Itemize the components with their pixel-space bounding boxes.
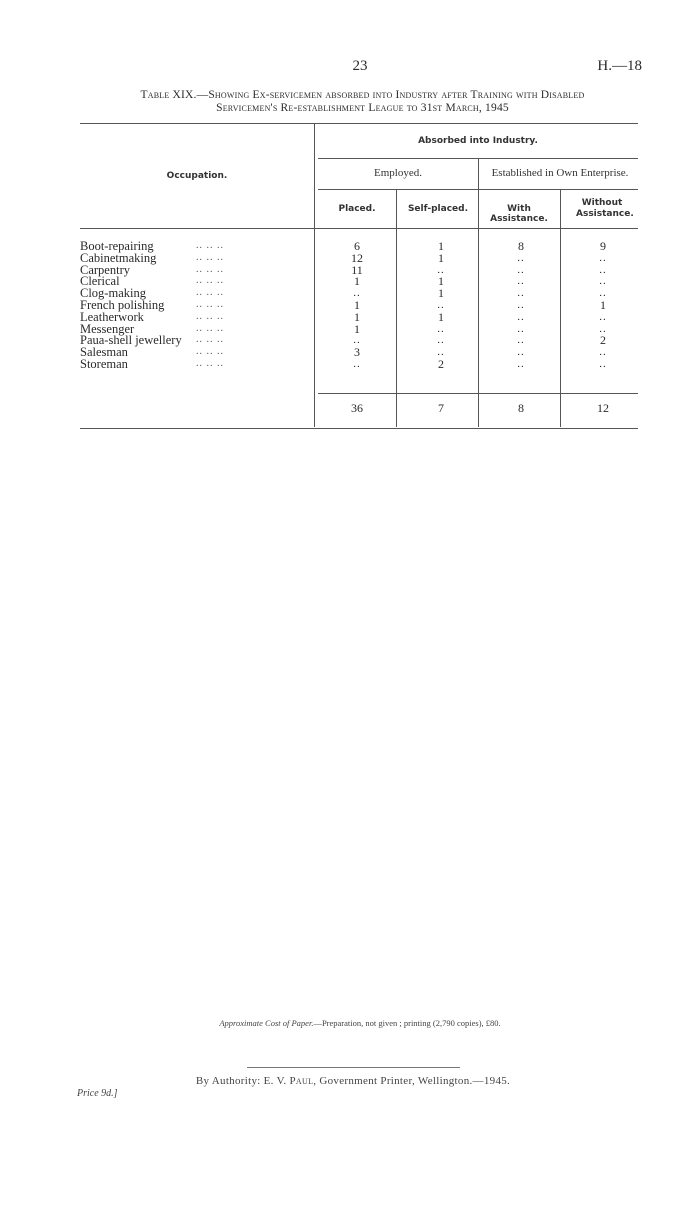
- table-cell-with-assistance: 8: [518, 239, 524, 253]
- header-bottom-rule: [80, 228, 638, 229]
- table-cell-placed: 12: [351, 250, 363, 265]
- table-cell-self-placed: 1: [438, 250, 444, 265]
- table-row-occupation: Leatherwork: [80, 309, 144, 324]
- leader-dots: .. .. ..: [196, 263, 224, 275]
- col-header-without-assistance: Without Assistance.: [576, 198, 634, 219]
- table-title: [80, 89, 645, 115]
- table-cell-without-assistance: 2: [600, 333, 606, 348]
- cost-text: —Preparation, not given ; printing (2,790 copies), £80.: [313, 1018, 501, 1028]
- absorbed-header: Absorbed into Industry.: [418, 136, 538, 146]
- table-top-rule: [80, 123, 638, 124]
- table-cell-without-assistance: ..: [599, 358, 607, 370]
- table-cell-placed: 1: [354, 274, 360, 289]
- leader-dots: .. .. ..: [196, 322, 224, 334]
- leader-dots: .. .. ..: [196, 275, 224, 287]
- table-cell-without-assistance: ..: [599, 275, 607, 288]
- occupation-header: Occupation.: [166, 171, 228, 181]
- employed-divider: [478, 159, 479, 189]
- table-cell-placed: ..: [353, 358, 361, 370]
- table-cell-with-assistance: ..: [517, 299, 525, 311]
- occupation-divider: [314, 124, 315, 427]
- employed-header: Employed.: [374, 167, 422, 179]
- leader-dots: .. .. ..: [196, 287, 224, 299]
- table-cell-with-assistance: ..: [517, 334, 525, 347]
- authority-name: Paul: [289, 1075, 314, 1087]
- table-cell-placed: 3: [354, 345, 360, 360]
- table-cell-self-placed: ..: [437, 346, 445, 359]
- col-header-self-placed: Self-placed.: [407, 204, 469, 214]
- table-cell-with-assistance: ..: [517, 287, 525, 300]
- table-row-occupation: Messenger: [80, 321, 135, 336]
- col-header-placed: Placed.: [338, 204, 376, 214]
- table-cell-without-assistance: 1: [600, 298, 606, 312]
- leader-dots: .. .. ..: [196, 310, 224, 322]
- col-divider-1: [396, 190, 397, 427]
- table-row-occupation: French polishing: [80, 298, 165, 312]
- table-title-line2: Servicemen's Re-establishment League to 31st March, 1945: [216, 102, 509, 114]
- table-cell-self-placed: 1: [438, 309, 444, 324]
- table-cell-without-assistance: ..: [599, 251, 607, 264]
- total-placed: 36: [351, 401, 363, 415]
- table-cell-self-placed: 1: [438, 239, 444, 253]
- table-cell-self-placed: 1: [438, 286, 444, 301]
- table-cell-self-placed: 2: [438, 357, 444, 371]
- table-cell-with-assistance: ..: [517, 251, 525, 264]
- table-row-occupation: Cabinetmaking: [80, 250, 157, 265]
- table-cell-without-assistance: ..: [599, 346, 607, 359]
- leader-dots: .. .. ..: [196, 299, 224, 310]
- table-cell-self-placed: ..: [437, 322, 445, 335]
- table-cell-self-placed: ..: [437, 334, 445, 347]
- table-cell-without-assistance: ..: [599, 322, 607, 335]
- table-cell-self-placed: ..: [437, 263, 445, 276]
- table-cell-without-assistance: ..: [599, 263, 607, 276]
- table-row-occupation: Clerical: [80, 274, 120, 289]
- table-cell-without-assistance: ..: [599, 287, 607, 300]
- table-cell-with-assistance: ..: [517, 358, 525, 370]
- table-cell-self-placed: ..: [437, 299, 445, 311]
- price: Price 9d.]: [77, 1088, 118, 1099]
- leader-dots: .. .. ..: [196, 240, 224, 251]
- table-row-occupation: Carpentry: [80, 262, 130, 277]
- footer-rule: [247, 1067, 460, 1068]
- cost-label: Approximate Cost of Paper.: [219, 1018, 314, 1028]
- leader-dots: .. .. ..: [196, 346, 224, 358]
- table-cell-with-assistance: ..: [517, 310, 525, 323]
- table-row-occupation: Clog-making: [80, 286, 146, 301]
- cost-note: [0, 1018, 700, 1028]
- authority-line: [0, 1075, 700, 1087]
- own-enterprise-header: Established in Own Enterprise.: [491, 167, 629, 179]
- table-row-occupation: Paua-shell jewellery: [80, 333, 182, 348]
- table-cell-with-assistance: ..: [517, 263, 525, 276]
- table-cell-with-assistance: ..: [517, 322, 525, 335]
- table-label: Table XIX.: [140, 89, 197, 101]
- leader-dots: .. .. ..: [196, 334, 224, 346]
- total-self-placed: 7: [438, 401, 444, 415]
- table-cell-with-assistance: ..: [517, 346, 525, 359]
- table-cell-without-assistance: ..: [599, 310, 607, 323]
- table-cell-placed: 1: [354, 309, 360, 324]
- table-cell-self-placed: 1: [438, 274, 444, 289]
- total-without-assistance: 12: [597, 401, 609, 415]
- col-header-with-assistance: With Assistance.: [490, 204, 548, 224]
- table-cell-placed: ..: [353, 334, 361, 347]
- table-cell-placed: 11: [351, 262, 363, 277]
- document-reference: H.—18: [597, 58, 642, 74]
- table-cell-placed: 6: [354, 239, 360, 253]
- table-row-occupation: Storeman: [80, 357, 128, 371]
- table-row-occupation: Boot-repairing: [80, 239, 154, 253]
- table-cell-without-assistance: 9: [600, 239, 606, 253]
- authority-suffix: , Government Printer, Wellington.—1945.: [313, 1075, 511, 1087]
- table-bottom-rule: [80, 428, 638, 429]
- table-title-line1: —Showing Ex-servicemen absorbed into Industry after Training with Disabled: [196, 89, 585, 101]
- leader-dots: .. .. ..: [196, 358, 224, 369]
- leader-dots: .. .. ..: [196, 251, 224, 263]
- authority-prefix: By Authority: E. V.: [195, 1075, 290, 1087]
- col-divider-3: [560, 190, 561, 427]
- table-cell-placed: ..: [353, 287, 361, 300]
- table-cell-placed: 1: [354, 298, 360, 312]
- table-cell-with-assistance: ..: [517, 275, 525, 288]
- table-row-occupation: Salesman: [80, 345, 128, 360]
- page-number: 23: [352, 58, 368, 74]
- table-cell-placed: 1: [354, 321, 360, 336]
- col-divider-2: [478, 190, 479, 427]
- total-with-assistance: 8: [518, 401, 524, 415]
